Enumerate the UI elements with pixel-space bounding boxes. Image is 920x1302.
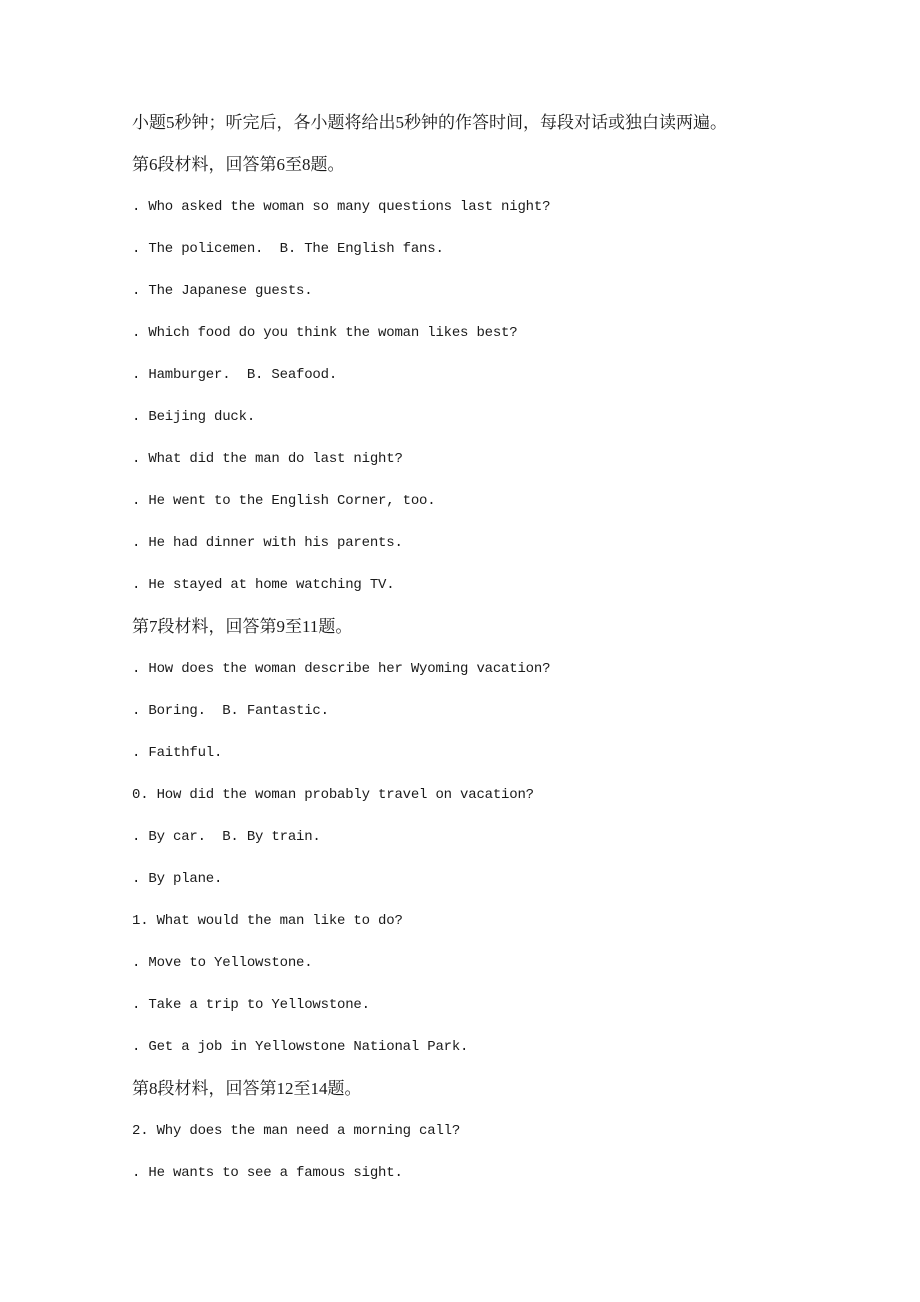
question-10-options-a-b: . By car. B. By train. xyxy=(132,829,321,845)
question-6-text: . Who asked the woman so many questions last night? xyxy=(132,199,551,215)
section-7-header: 第7段材料，回答第9至11题。 xyxy=(132,617,353,636)
question-9-text: . How does the woman describe her Wyoming vacation? xyxy=(132,661,551,677)
question-11-option-a: . Move to Yellowstone. xyxy=(132,955,313,971)
question-6-option-c: . The Japanese guests. xyxy=(132,283,313,299)
question-8-option-c: . He stayed at home watching TV. xyxy=(132,577,395,593)
question-9-option-c: . Faithful. xyxy=(132,745,223,761)
section-8-header: 第8段材料，回答第12至14题。 xyxy=(132,1079,362,1098)
question-8-text: . What did the man do last night? xyxy=(132,451,403,467)
question-10-option-c: . By plane. xyxy=(132,871,223,887)
section-6-header: 第6段材料，回答第6至8题。 xyxy=(132,155,345,174)
question-10-text: 0. How did the woman probably travel on vacation? xyxy=(132,787,534,803)
question-8-option-a: . He went to the English Corner, too. xyxy=(132,493,436,509)
question-6-options-a-b: . The policemen. B. The English fans. xyxy=(132,241,444,257)
question-11-option-c: . Get a job in Yellowstone National Park. xyxy=(132,1039,469,1055)
question-11-text: 1. What would the man like to do? xyxy=(132,913,403,929)
question-8-option-b: . He had dinner with his parents. xyxy=(132,535,403,551)
question-7-options-a-b: . Hamburger. B. Seafood. xyxy=(132,367,338,383)
question-7-option-c: . Beijing duck. xyxy=(132,409,256,425)
listening-instruction: 小题5秒钟；听完后，各小题将给出5秒钟的作答时间，每段对话或独白读两遍。 xyxy=(132,113,727,132)
question-12-text: 2. Why does the man need a morning call? xyxy=(132,1123,461,1139)
question-9-options-a-b: . Boring. B. Fantastic. xyxy=(132,703,329,719)
question-11-option-b: . Take a trip to Yellowstone. xyxy=(132,997,370,1013)
question-12-option-a: . He wants to see a famous sight. xyxy=(132,1165,403,1181)
question-7-text: . Which food do you think the woman likes best? xyxy=(132,325,518,341)
